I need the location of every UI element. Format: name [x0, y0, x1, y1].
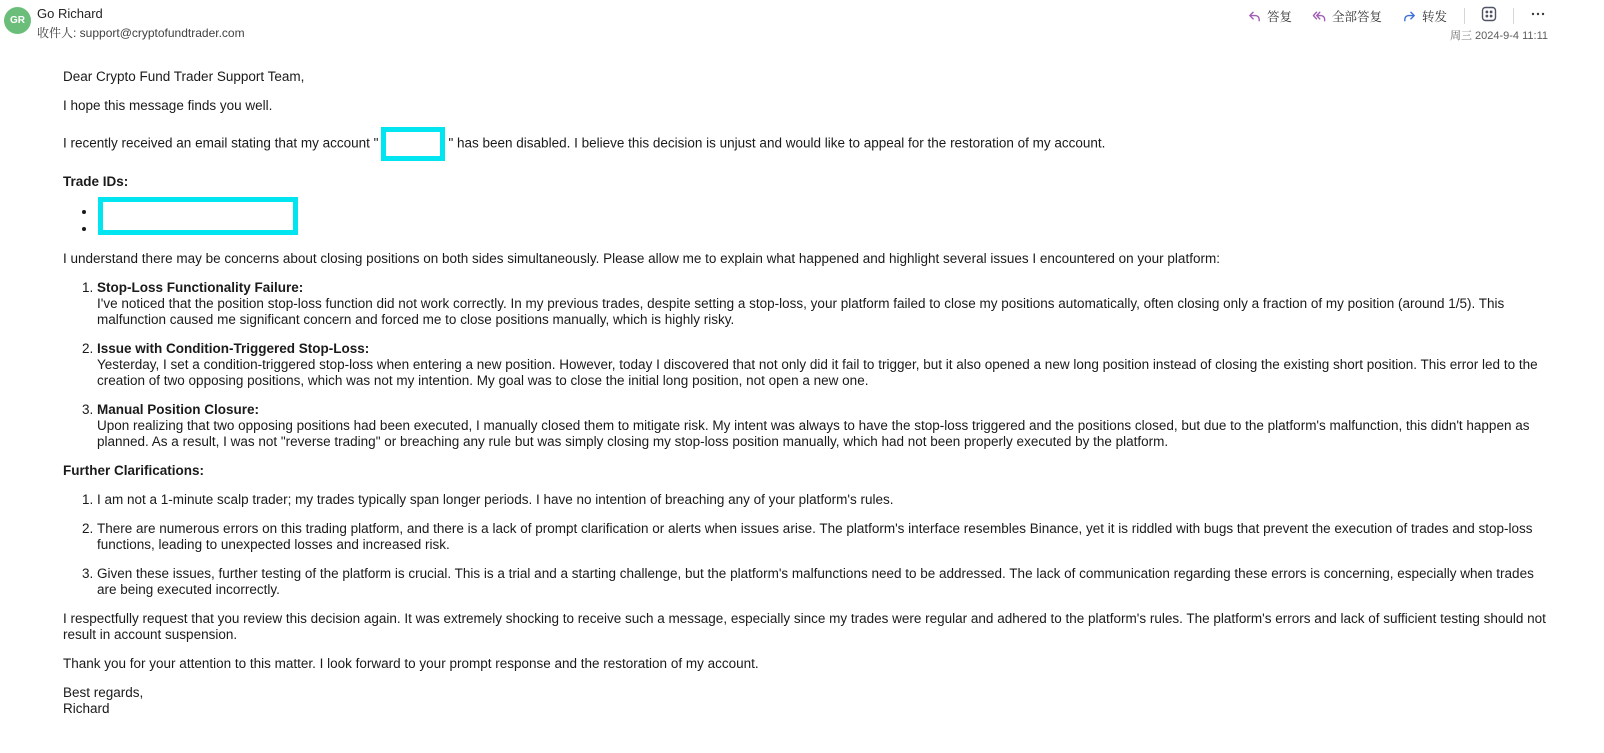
- sender-block: [4, 5, 245, 43]
- signoff: Best regards,: [63, 685, 144, 700]
- issue-body: Yesterday, I set a condition-triggered stop-loss when entering a new position. However, today I discovered that not only did it fail to trigger, but it also opened a new long position instead of closing the existing short position. This error led to the creation of two opposing positions, which was not my intention. My goal was to close the initial long position, not open a new one.: [97, 357, 1538, 388]
- account-text-before: I recently received an email stating that my account ": [63, 135, 379, 151]
- signature-block: [63, 685, 1549, 717]
- divider: [1464, 8, 1465, 24]
- apps-grid-icon: [1481, 6, 1497, 27]
- redaction-box-account-id: [381, 127, 445, 161]
- divider: [1513, 8, 1514, 24]
- paragraph-request: I respectfully request that you review this decision again. It was extremely shocking to receive such a message, especially since my trades were regular and adhered to the platform's rules. The platform's errors and lack of sufficient testing should not result in account suspension.: [63, 611, 1546, 642]
- issue-title: 1. Stop-Loss Functionality Failure:: [97, 280, 304, 295]
- sender-name: Go Richard: [37, 6, 103, 21]
- paragraph-account: [63, 127, 1549, 161]
- paragraph-thanks: Thank you for your attention to this matter. I look forward to your prompt response and the restoration of my account.: [63, 656, 759, 671]
- issue-item: [97, 341, 1549, 389]
- issues-list: [63, 280, 1549, 450]
- issue-title: 2. Issue with Condition-Triggered Stop-Loss:: [97, 341, 370, 356]
- clarifications-list: [63, 492, 1549, 598]
- message-date: 周三 2024-9-4 11:11: [1449, 30, 1548, 42]
- issue-item: [97, 402, 1549, 450]
- clarification-item: 1. I am not a 1-minute scalp trader; my trades typically span longer periods. I have no intention of breaching any of your platform's rules.: [97, 492, 1549, 508]
- reply-all-icon: [1312, 9, 1327, 24]
- issue-body: Upon realizing that two opposing positions had been executed, I manually closed them to mitigate risk. My intent was always to have the stop-loss triggered and the positions closed, but due to the platform's malfunction, this didn't happen as planned. As a result, I was not "reverse trading" or breaching any rule but was simply closing my stop-loss position manually, which had not been properly executed by the platform.: [97, 418, 1530, 449]
- avatar[interactable]: GR: [4, 7, 31, 34]
- issue-item: [97, 280, 1549, 328]
- clarifications-heading: Further Clarifications:: [63, 463, 205, 478]
- apps-button[interactable]: [1479, 4, 1499, 29]
- redaction-box-trade-ids: [98, 197, 298, 235]
- issue-title: 3. Manual Position Closure:: [97, 402, 260, 417]
- reply-icon: [1247, 9, 1262, 24]
- reply-button[interactable]: [1244, 5, 1295, 27]
- forward-label: 转发: [1421, 10, 1447, 24]
- clarification-item: 3. Given these issues, further testing of the platform is crucial. This is a trial and a starting challenge, but the platform's malfunctions need to be addressed. The lack of communication regarding these errors is concerning, especially when trades are being executed incorrectly.: [97, 566, 1549, 598]
- trade-id-item: [97, 220, 1549, 237]
- issue-body: I've noticed that the position stop-loss function did not work correctly. In my previous trades, despite setting a stop-loss, your platform failed to close my positions automatically, often closing only a fraction of my position (around 1/5). This malfunction caused me significant concern and forced me to close positions manually, which is highly risky.: [97, 296, 1505, 327]
- paragraph-greeting: Dear Crypto Fund Trader Support Team,: [63, 69, 305, 84]
- reply-all-label: 全部答复: [1331, 10, 1382, 24]
- message-actions: [1244, 5, 1548, 27]
- signature-name: Richard: [63, 701, 110, 716]
- forward-button[interactable]: [1399, 5, 1450, 27]
- paragraph-intro: I hope this message finds you well.: [63, 98, 273, 113]
- recipient-line: 收件人: support@cryptofundtrader.com: [37, 26, 245, 40]
- email-body: [0, 45, 1604, 717]
- paragraph-concerns: I understand there may be concerns about closing positions on both sides simultaneously. Please allow me to explain what happened and highlight several issues I encountered on your platform:: [63, 251, 1220, 266]
- reply-label: 答复: [1266, 10, 1292, 24]
- more-actions-button[interactable]: [1528, 5, 1548, 28]
- reply-all-button[interactable]: [1309, 5, 1385, 27]
- forward-icon: [1402, 9, 1417, 24]
- trade-id-item: [97, 203, 1549, 220]
- more-ellipsis-icon: [1530, 7, 1546, 26]
- trade-ids-heading: Trade IDs:: [63, 174, 129, 189]
- message-header: [0, 0, 1604, 45]
- trade-ids-list: [63, 203, 1549, 237]
- account-text-after: " has been disabled. I believe this decision is unjust and would like to appeal for the restoration of my account.: [448, 135, 1106, 151]
- clarification-item: 2. There are numerous errors on this trading platform, and there is a lack of prompt clarification or alerts when issues arise. The platform's interface resembles Binance, yet it is riddled with bugs that prevent the execution of trades and stop-loss functions, leading to unexpected losses and increased risk.: [97, 521, 1549, 553]
